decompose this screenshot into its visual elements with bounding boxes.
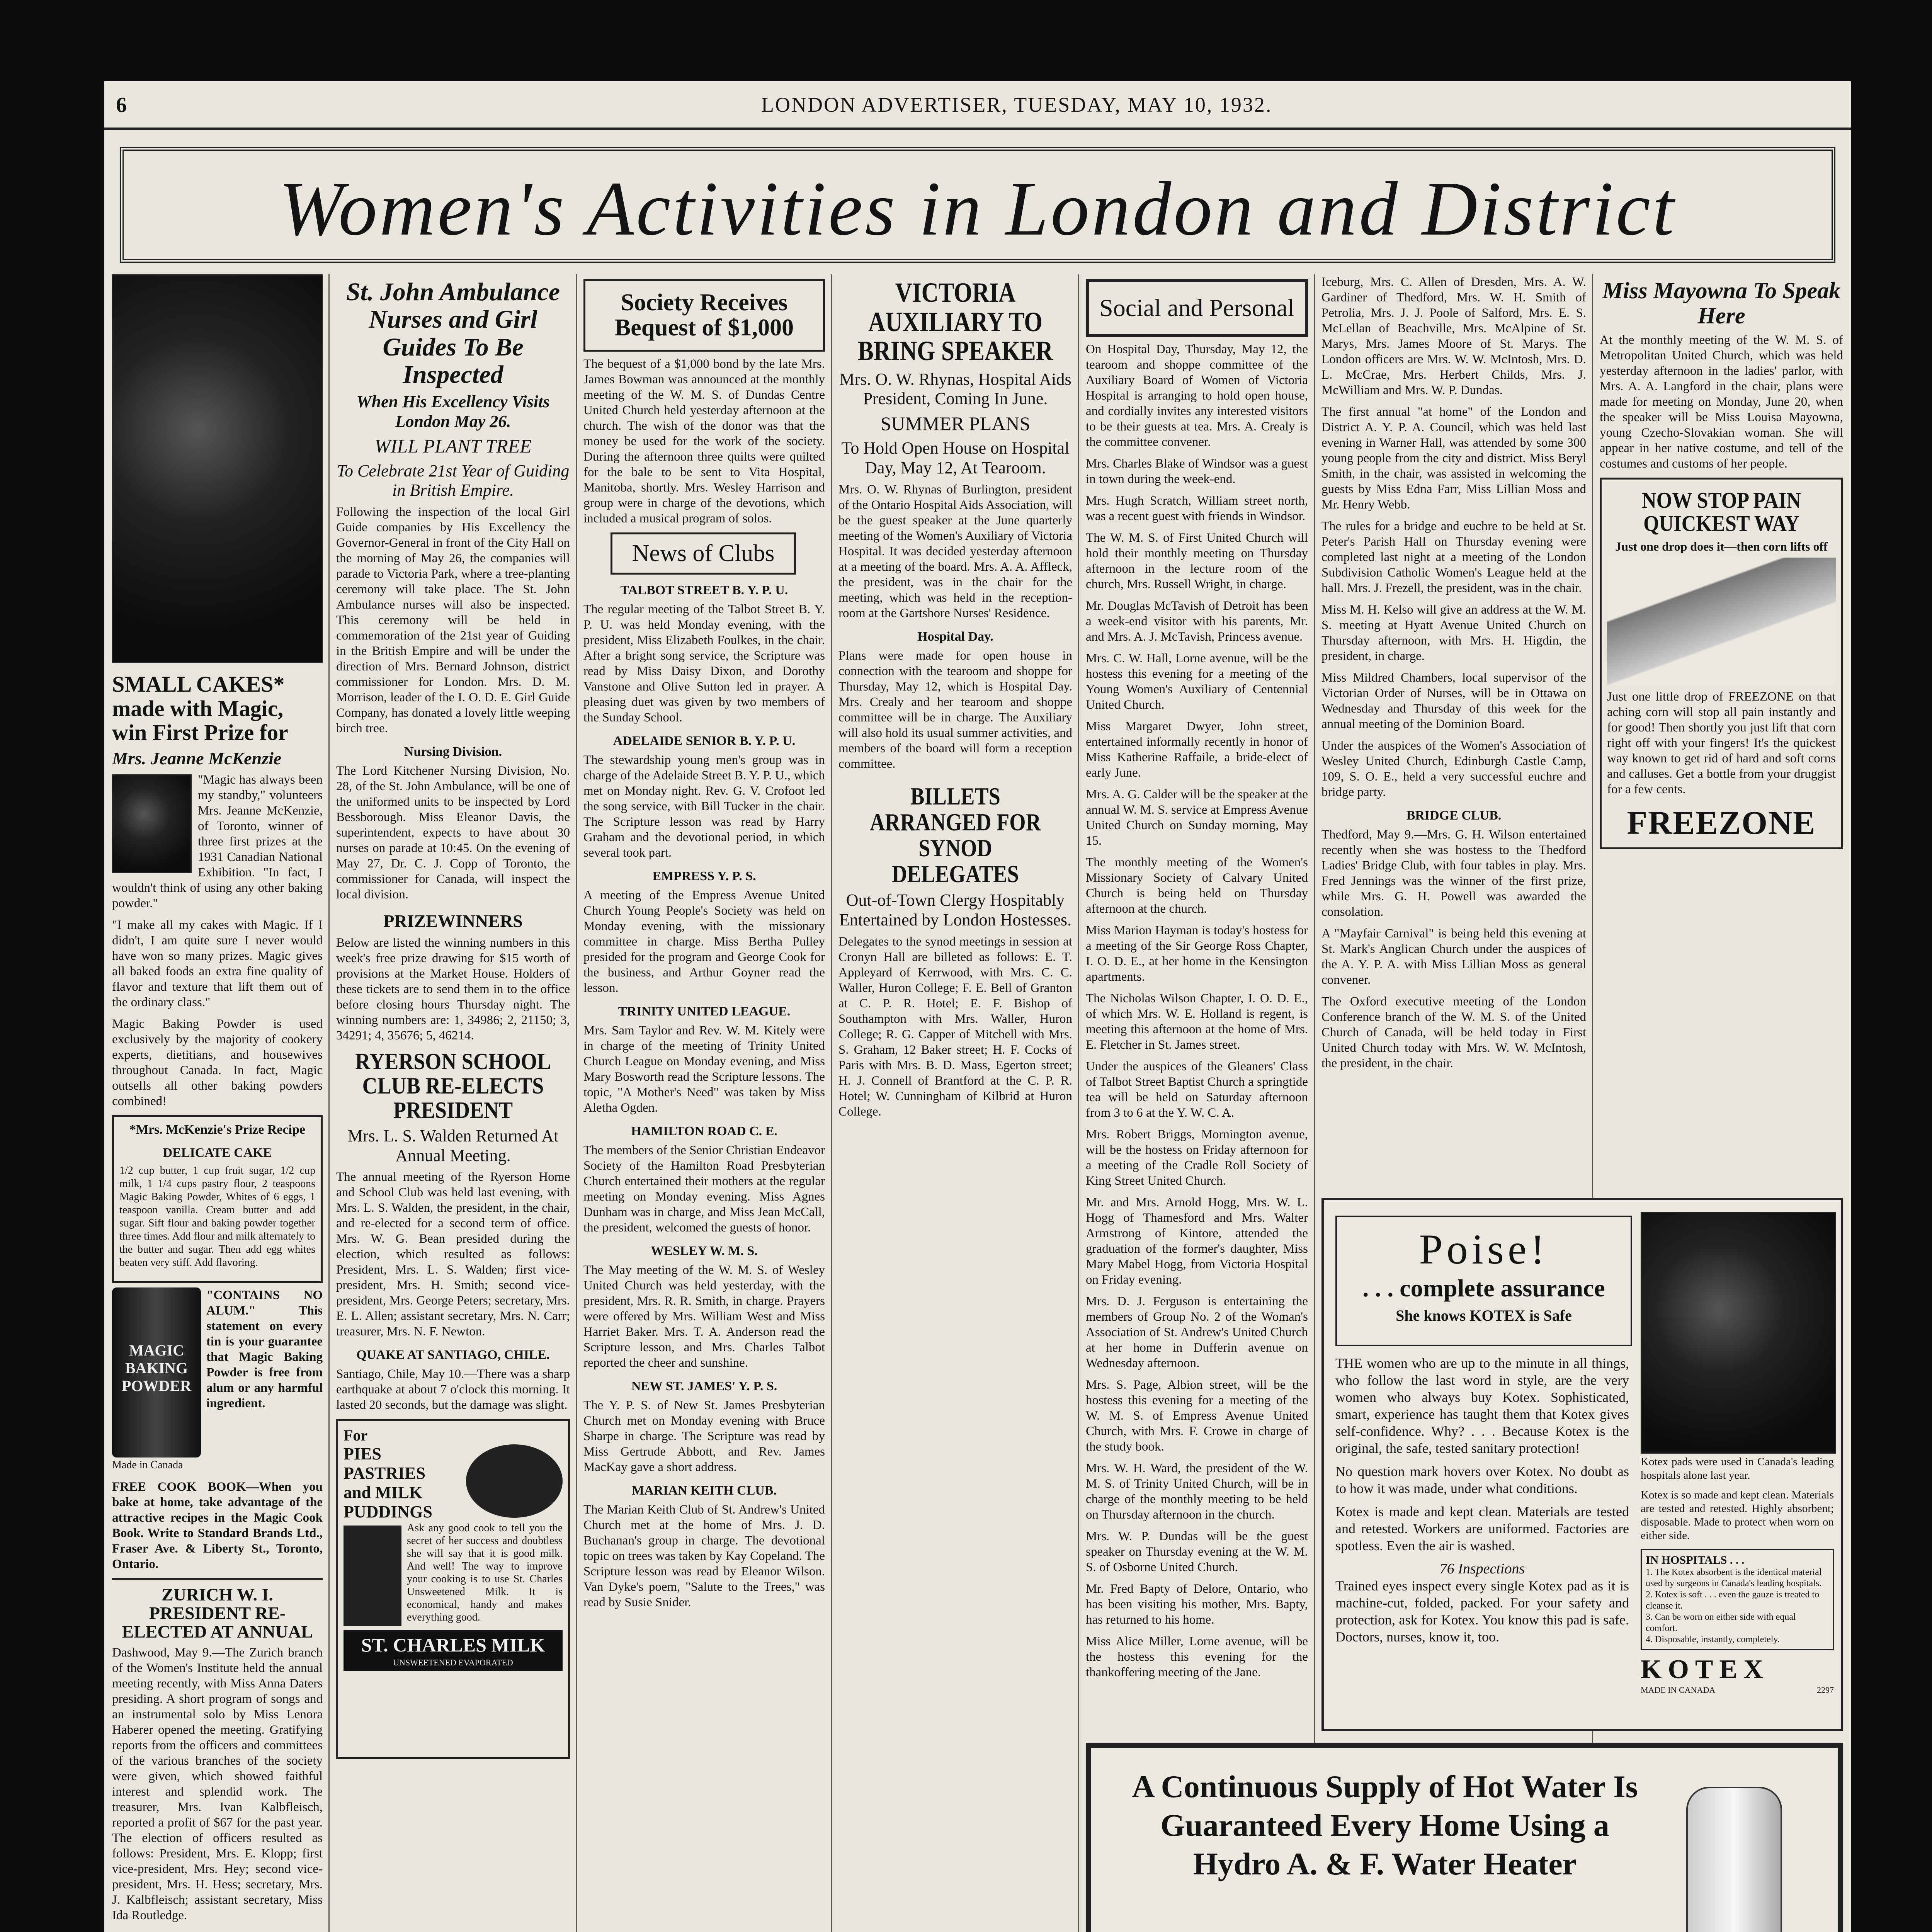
- stjames-heading: NEW ST. JAMES' Y. P. S.: [631, 1379, 777, 1394]
- social-box: [1086, 279, 1308, 337]
- hospitals-heading: IN HOSPITALS . . .: [1646, 1554, 1745, 1566]
- cakes-quote-2: "I make all my cakes with Magic. If I didn't, I am quite sure I never would have won so many prizes. Magic gives all baked foods an extra fine quality of flavor and texture that lift them out of the ordinary class.": [112, 918, 323, 1009]
- column-rule: [1314, 274, 1315, 1932]
- col6-p4: Miss M. H. Kelso will give an address at the W. M. S. meeting at Hyatt Avenue United Church on Thursday afternoon, with Mrs. H. Higdin, the president, in charge.: [1321, 603, 1586, 663]
- page-number: 6: [116, 93, 127, 117]
- ryerson-headline: RYERSON SCHOOL CLUB RE-ELECTS PRESIDENT: [355, 1048, 551, 1123]
- social-p8: Mrs. A. G. Calder will be the speaker at the annual W. M. S. service at Empress Avenue United Church on Sunday morning, May 15.: [1086, 787, 1308, 848]
- woman-portrait: [1641, 1212, 1836, 1454]
- cook-book-offer: FREE COOK BOOK—When you bake at home, take advantage of the attractive recipes in the Magic Cook Book. Write to Standard Brands Ltd., Fraser Ave. & Liberty St., Toronto, Ontario.: [112, 1480, 323, 1571]
- social-p20: Miss Alice Miller, Lorne avenue, will be the hostess this evening for the thankoffering meeting of the Jane.: [1086, 1634, 1308, 1679]
- marian-body: The Marian Keith Club of St. Andrew's United Church met at the home of Mrs. J. D. Buchanan's group in charge. The devotional topic on trees was taken by Kay Copeland. The Scripture lesson was read by Eleanor Wilson. Van Dyke's poem, "Salute to the Trees," was read by Susie Snider.: [583, 1503, 825, 1610]
- recipe-title: *Mrs. McKenzie's Prize Recipe: [129, 1122, 305, 1137]
- trinity-heading: TRINITY UNITED LEAGUE.: [618, 1004, 791, 1019]
- kotex-body-2: No question mark hovers over Kotex. No doubt as to how it was made, under what conditions.: [1335, 1464, 1629, 1496]
- column-rule: [1078, 274, 1079, 1932]
- talbot-heading: TALBOT STREET B. Y. P. U.: [620, 583, 788, 598]
- social-p9: The monthly meeting of the Women's Missionary Society of Calvary United Church is being held on Thursday afternoon at the church.: [1086, 855, 1308, 916]
- social-headline: Social and Personal: [1099, 294, 1294, 321]
- kotex-body: THE women who are up to the minute in all things, who follow the last word in style, are the very women who always buy Kotex. Sophisticated, smart, experience has taught them that Kotex gives self-confidence. Why? . . . Because Kotex is the original, the safe, tested sanitary protection!: [1335, 1355, 1629, 1456]
- news-of-clubs-box: [611, 532, 796, 575]
- pie-image: [466, 1444, 563, 1518]
- recipe-text: 1/2 cup butter, 1 cup fruit sugar, 1/2 cup milk, 1 1/4 cups pastry flour, 2 teaspoons Magic Baking Powder, Whites of 6 eggs, 1 teaspoon vanilla. Cream butter and add sugar. Sift flour and baking powder together three times. Add flour and milk alternately to the butter and sugar. Then add egg whites beaten very stiff. Add flavoring.: [119, 1164, 315, 1269]
- society-headline: Society Receives Bequest of $1,000: [614, 289, 794, 341]
- bridge-heading: BRIDGE CLUB.: [1406, 808, 1502, 823]
- victoria-subhead-2: SUMMER PLANS: [880, 412, 1031, 434]
- society-body: The bequest of a $1,000 bond by the late Mrs. James Bowman was announced at the monthly meeting of the W. M. S. of Dundas Centre United Church held yesterday afternoon at the church. The wish of the donor was that the money be used for the work of the society. During the afternoon three quilts were quilted for the bale to be sent to Vita Hospital, Manitoba, shortly. Mrs. Wesley Harrison and group were in charge of the devotions, which included a musical program of solos.: [583, 357, 825, 526]
- cakes-name: Mrs. Jeanne McKenzie: [112, 748, 282, 768]
- billets-body: Delegates to the synod meetings in session at Cronyn Hall are billeted as follows: E. T. Appleyard of Kerrwood, with Mrs. C. C. Waller, Huron College; F. E. Bell of Granton at C. P. R. Hotel; E. F. Bishop of Southampton with Mrs. Waller, Huron College; R. G. Capper of Mitchell with Mrs. S. Graham, 12 Baker street; H. F. Cocks of Paris with Mrs. B. D. Mass, Egerton street; H. J. Connell of Brantford at the C. P. R. Hotel; W. Cunningham of Kilbrid at Huron College.: [838, 934, 1072, 1119]
- freezone-ad: [1600, 478, 1843, 850]
- column-rule: [328, 274, 330, 1932]
- ryerson-body: The annual meeting of the Ryerson Home and School Club was held last evening, with Mrs. L. S. Walden, the president, in the chair, and re-elected for a second term of office. Mrs. W. G. Bean presided during the election, which resulted as follows: President, Mrs. L. S. Walden; first vice-president, Mrs. H. Smith; second vice-president, Mrs. George Peters; secretary, Mrs. E. L. Allen; assistant secretary, Mrs. N. Carr; treasurer, Mrs. N. F. Newton.: [336, 1170, 570, 1339]
- milk-brand: ST. CHARLES MILK: [344, 1630, 563, 1658]
- hospitals-box: [1641, 1549, 1834, 1650]
- prizewinners-heading: PRIZEWINNERS: [383, 911, 523, 931]
- hospital-point: 3. Can be worn on either side with equal comfort.: [1646, 1612, 1796, 1633]
- social-p16: Mrs. S. Page, Albion street, will be the hostess this evening for a meeting of the W. M. S. of Empress Avenue United Church, with Mrs. F. Crowe in charge of the study book.: [1086, 1378, 1308, 1454]
- zurich-headline: ZURICH W. I. PRESIDENT RE-ELECTED AT ANNUAL: [122, 1584, 313, 1642]
- dateline: LONDON ADVERTISER, TUESDAY, MAY 10, 1932.: [761, 93, 1272, 116]
- stjohn-subhead-3: To Celebrate 21st Year of Guiding in British Empire.: [337, 461, 570, 500]
- stjohn-subhead-2: WILL PLANT TREE: [374, 435, 532, 457]
- newspaper-page: [104, 81, 1851, 1932]
- social-p13: Mrs. Robert Briggs, Mornington avenue, will be the hostess on Friday afternoon for a meeting of the Cradle Roll Society of King Street United Church.: [1086, 1128, 1308, 1188]
- talbot-body: The regular meeting of the Talbot Street B. Y. P. U. was held Monday evening, with the president, Miss Elizabeth Foulkes, in the chair. After a bright song service, the Scripture was read by Miss Daisy Dixon, and Dorothy Vanstone and Olive Sutton led in prayer. A pleasing duet was given by two members of the Sunday School.: [583, 602, 825, 725]
- kotex-caption: Kotex pads were used in Canada's leading hospitals alone last year.: [1641, 1456, 1834, 1481]
- marian-heading: MARIAN KEITH CLUB.: [632, 1483, 777, 1498]
- col6-p1: Iceburg, Mrs. C. Allen of Dresden, Mrs. A. W. Gardiner of Thedford, Mrs. W. H. Smith of Petrolia, Mrs. J. J. Poole of Salford, Mrs. E. S. McLellan of Beachville, Mrs. McAlpine of St. Marys, Mrs. James Moore of St. Marys. The London officers are Mrs. W. W. McIntosh, Mrs. D. L. McCrae, Mrs. Herbert Childs, Mrs. J. McWilliam and Mrs. W. P. Dundas.: [1321, 275, 1586, 397]
- stjohn-headline: St. John Ambulance Nurses and Girl Guides To Be Inspected: [346, 278, 560, 389]
- kotex-body-3: Kotex is made and kept clean. Materials are tested and retested. Workers are uniformed. Factories are spotless. Even the air is washed.: [1335, 1504, 1629, 1553]
- col6-p6: Under the auspices of the Women's Association of Wesley United Church, Edinburgh Castle Camp, 109, S. O. E., held a very successful euchre and bridge party.: [1321, 739, 1586, 799]
- social-p12: Under the auspices of the Gleaners' Class of Talbot Street Baptist Church a springtide tea will be held on Saturday afternoon from 3 to 6 at the Y. W. C. A.: [1086, 1060, 1308, 1120]
- pain-body: Just one little drop of FREEZONE on that aching corn will stop all pain instantly and for good! Then shortly you just lift that corn right off with your fingers! It's the quickest way known to get rid of hard and soft corns and calluses. Get a bottle from your druggist for a few cents.: [1607, 690, 1836, 797]
- kotex-body-4: Trained eyes inspect every single Kotex pad as it is machine-cut, folded, packed. For your safety and protection, ask for Kotex. You know this pad is safe. Doctors, nurses, know it, too.: [1335, 1578, 1629, 1645]
- water-heater-image: [1663, 1771, 1810, 1932]
- hospital-point: 4. Disposable, instantly, completely.: [1646, 1634, 1780, 1645]
- kotex-subhead-2: She knows KOTEX is Safe: [1396, 1307, 1572, 1324]
- social-p5: Mr. Douglas McTavish of Detroit has been a week-end visitor with his parents, Mr. and Mrs. A. J. McTavish, Princess avenue.: [1086, 599, 1308, 644]
- kotex-subhead: . . . complete assurance: [1362, 1274, 1605, 1302]
- kotex-headline-box: [1335, 1216, 1632, 1346]
- social-p15: Mrs. D. J. Ferguson is entertaining the members of Group No. 2 of the Woman's Association of St. Andrew's United Church at her home in Dufferin avenue on Wednesday afternoon.: [1086, 1294, 1308, 1370]
- victoria-subhead: Mrs. O. W. Rhynas, Hospital Aids President, Coming In June.: [839, 369, 1071, 408]
- nursing-heading: Nursing Division.: [404, 744, 502, 759]
- made-in-canada: Made in Canada: [112, 1459, 183, 1471]
- milk-tin-image: [344, 1526, 401, 1626]
- kotex-sidebar: [1641, 1455, 1834, 1695]
- recipe-name: DELICATE CAKE: [163, 1145, 272, 1160]
- col6-p7: Thedford, May 9.—Mrs. G. H. Wilson entertained recently when she was hostess to the Thedford Ladies' Bridge Club, with four tables in play. Mrs. Fred Jennings was the winner of the first prize, while Mrs. G. H. Powell was awarded the consolation.: [1321, 828, 1586, 919]
- news-of-clubs-headline: News of Clubs: [632, 540, 775, 567]
- kotex-side: Kotex is so made and kept clean. Materials are tested and retested. Highly absorbent; disposable. Made to protect when worn on either side.: [1641, 1489, 1834, 1542]
- social-p4: The W. M. S. of First United Church will hold their monthly meeting on Thursday afternoon in the lecture room of the church, Mrs. Russell Wright, in charge.: [1086, 531, 1308, 591]
- hamilton-body: The members of the Senior Christian Endeavor Society of the Hamilton Road Presbyterian Church entertained their mothers at the regular meeting on Monday evening. Miss Agnes Dunham was in charge, and Miss Jean McCall, the president, welcomed the guests of honor.: [583, 1143, 825, 1235]
- milk-body: Ask any good cook to tell you the secret of her success and doubtless she will say that it is good milk. And well! The way to improve your cooking is to use St. Charles Unsweetened Milk. It is economical, handy and makes everything good.: [407, 1522, 563, 1624]
- social-p6: Mrs. C. W. Hall, Lorne avenue, will be the hostess this evening for a meeting of the Young Women's Auxiliary of Centennial United Church.: [1086, 651, 1308, 712]
- pain-headline: NOW STOP PAIN QUICKEST WAY: [1642, 487, 1801, 536]
- mayowna-body: At the monthly meeting of the W. M. S. of Metropolitan United Church, which was held yesterday afternoon in the ladies' parlor, with Mrs. A. A. Langford in the chair, plans were made for meeting on Monday, June 20, when the speaker will be Miss Louisa Mayowna, young Czecho-Slovakian woman. She will appear in her native costume, and tell of the costumes and customs of her people.: [1600, 333, 1843, 471]
- column-rule: [831, 274, 832, 1932]
- foot-illustration: [1607, 558, 1836, 685]
- col6-p2: The first annual "at home" of the London and District A. Y. P. A. Council, which was held last evening in Warner Hall, was attended by some 300 young people from the city and district. Miss Beryl Smith, in the chair, was assisted in welcoming the guests by Miss Edna Farr, Miss Lillian Moss and Mr. Henry Webb.: [1321, 405, 1586, 512]
- col6-p8: A "Mayfair Carnival" is being held this evening at St. Mark's Anglican Church under the auspices of the A. Y. P. A. with Miss Lillian Moss as general convener.: [1321, 927, 1586, 987]
- ryerson-subhead: Mrs. L. S. Walden Returned At Annual Meeting.: [347, 1126, 559, 1165]
- cakes-body: Magic Baking Powder is used exclusively by the majority of cookery experts, dietitians, and housewives throughout Canada. In fact, Magic outsells all other baking powders combined!: [112, 1017, 323, 1108]
- kotex-copy: [1335, 1355, 1629, 1651]
- pain-subhead: Just one drop does it—then corn lifts off: [1615, 539, 1828, 554]
- quake-heading: QUAKE AT SANTIAGO, CHILE.: [356, 1348, 550, 1362]
- col6-p9: The Oxford executive meeting of the London Conference branch of the W. M. S. of the United Church of Canada, will be held today in First United Church today with Mrs. W. W. McIntosh, the president, in the chair.: [1321, 995, 1586, 1070]
- adelaide-body: The stewardship young men's group was in charge of the Adelaide Street B. Y. P. U., which met on Monday night. Rev. G. V. Crofoot led the song service, with Bill Tucker in the chair. The Scripture lesson was read by Harry Graham and the devotional period, in which several took part.: [583, 753, 825, 860]
- social-p1: On Hospital Day, Thursday, May 12, the tearoom and shoppe committee of the Auxiliary Board of Women of Victoria Hospital is arranging to hold open house, and cordially invites any interested visitors to be their guests at tea. Mrs. A. Crealy is the committee convener.: [1086, 342, 1308, 449]
- stjohn-subhead: When His Excellency Visits London May 26.: [356, 392, 550, 431]
- hamilton-heading: HAMILTON ROAD C. E.: [631, 1124, 777, 1139]
- kotex-made: MADE IN CANADA: [1641, 1685, 1716, 1695]
- victoria-subhead-3: To Hold Open House on Hospital Day, May 12, At Tearoom.: [841, 439, 1070, 478]
- kotex-headline: Poise!: [1419, 1226, 1549, 1273]
- kotex-code: 2297: [1817, 1685, 1834, 1695]
- col6-p3: The rules for a bridge and euchre to be held at St. Peter's Parish Hall on Thursday evening were completed last night at a meeting of the London Subdivision Catholic Women's League held at the hall. Mrs. J. Frezell, the president, was in the chair.: [1321, 519, 1586, 595]
- column-4: [838, 274, 1072, 1932]
- social-p10: Miss Marion Hayman is today's hostess for a meeting of the Sir George Ross Chapter, I. O. D. E., at her home in the Kensington apartments.: [1086, 923, 1308, 984]
- social-p19: Mr. Fred Bapty of Delore, Ontario, who has been visiting his mother, Mrs. Bapty, has returned to his home.: [1086, 1582, 1308, 1627]
- hospital-point: 2. Kotex is soft . . . even the gauze is treated to cleanse it.: [1646, 1590, 1820, 1611]
- hospital-body: Plans were made for open house in connection with the tearoom and shoppe for Thursday, May 12, which is Hospital Day. Mrs. Crealy and her tearoom and shoppe committee will be in charge. The Auxiliary will also hold its usual summer activities, and members of the board will form a reception committee.: [838, 648, 1072, 771]
- page-header: [104, 81, 1851, 130]
- col6-p5: Miss Mildred Chambers, local supervisor of the Victorian Order of Nurses, will be in Ottawa on Wednesday and Thursday of this week for the annual meeting of the Dominion Board.: [1321, 671, 1586, 731]
- hydro-headline: A Continuous Supply of Hot Water Is Guaranteed Every Home Using a Hydro A. & F. Water Heater: [1132, 1769, 1638, 1881]
- kotex-inspections-heading: 76 Inspections: [1439, 1561, 1525, 1577]
- milk-for: For: [344, 1427, 368, 1444]
- recipe-box: [112, 1115, 323, 1283]
- victoria-body: Mrs. O. W. Rhynas of Burlington, president of the Ontario Hospital Aids Association, will be the guest speaker at the June quarterly meeting of the Women's Auxiliary of Victoria Hospital. It was decided yesterday afternoon at a meeting of the board. Mrs. A. A. Affleck, the president, was in the chair for the meeting, which was held in the reception-room at the Gartshore Nurses' Residence.: [838, 482, 1072, 620]
- zurich-body: Dashwood, May 9.—The Zurich branch of the Women's Institute held the annual meeting recently, with Miss Anna Daters presiding. A short program of songs and an instrumental solo by Miss Lenora Haberer opened the meeting. Gratifying reports from the officers and committees of the various branches of the society were given, which showed faithful interest and splendid work. The treasurer, Mrs. Ivan Kalbfleisch, reported a profit of $67 for the past year. The election of officers resulted as follows: President, Mrs. E. Klopp; first vice-president, Mrs. Hey; second vice-president, Mrs. H. Hess; secretary, Mrs. J. Kalbfleisch; assistant secretary, Miss Ida Routledge.: [112, 1646, 323, 1923]
- magic-tin-image: MAGIC BAKING POWDER: [112, 1287, 201, 1458]
- wesley-heading: WESLEY W. M. S.: [651, 1244, 758, 1259]
- hospital-point: 1. The Kotex absorbent is the identical material used by surgeons in Canada's leading hospitals.: [1646, 1567, 1822, 1588]
- social-p7: Miss Margaret Dwyer, John street, entertained informally recently in honor of Miss Katherine Raffaile, a bride-elect of early June.: [1086, 719, 1308, 780]
- stjohn-body: Following the inspection of the local Girl Guide companies by His Excellency the Governor-General in front of the City Hall on the morning of May 26, the companies will parade to Victoria Park, where a tree-planting ceremony will take place. The St. John Ambulance nurses will also be inspected. This ceremony will be held in commemoration of the 21st year of Guiding in the British Empire and will be under the direction of Mrs. Bernard Johnson, district commissioner for London. Mrs. D. M. Morrison, leader of the I. O. D. E. Girl Guide Company, has donated a lovely little weeping birch tree.: [336, 505, 570, 735]
- cakes-photo: [112, 274, 323, 663]
- social-p17: Mrs. W. H. Ward, the president of the W. M. S. of Trinity United Church, will be in charge of the monthly meeting to be held on Thursday afternoon in the church.: [1086, 1461, 1308, 1522]
- milk-items: PIES PASTRIES and MILK PUDDINGS: [344, 1444, 432, 1522]
- empress-body: A meeting of the Empress Avenue United Church Young People's Society was held on Monday evening, with the missionary committee in charge. Miss Bertha Pulley presided for the program and George Cook for the business, and Arthur Goyner read the lesson.: [583, 888, 825, 995]
- kotex-brand: KOTEX: [1641, 1655, 1769, 1684]
- social-p11: The Nicholas Wilson Chapter, I. O. D. E., of which Mrs. W. E. Holland is regent, is meeting this afternoon at the home of Mrs. E. Fletcher in St. James street.: [1086, 992, 1308, 1052]
- section-banner: [120, 147, 1835, 263]
- column-3: [583, 274, 825, 1932]
- social-p2: Mrs. Charles Blake of Windsor was a guest in town during the week-end.: [1086, 457, 1308, 486]
- society-box: [583, 279, 825, 352]
- kotex-ad: [1321, 1198, 1843, 1731]
- victoria-headline: VICTORIA AUXILIARY TO BRING SPEAKER: [857, 277, 1053, 367]
- alum-note: "CONTAINS NO ALUM." This statement on every tin is your guarantee that Magic Baking Powder is free from alum or any harmful ingredient.: [206, 1288, 323, 1410]
- column-rule: [576, 274, 577, 1932]
- column-7: [1600, 274, 1843, 877]
- adelaide-heading: ADELAIDE SENIOR B. Y. P. U.: [613, 734, 796, 748]
- wesley-body: The May meeting of the W. M. S. of Wesley United Church was held yesterday, with the president, Mrs. R. R. Smith, in charge. Prayers were offered by Mrs. William West and Miss Harriet Baker. Mrs. T. A. Anderson read the Scripture lesson, and Mrs. Charles Talbot reported the cheer and sunshine.: [583, 1263, 825, 1370]
- nursing-body: The Lord Kitchener Nursing Division, No. 28, of the St. John Ambulance, will be one of the uniformed units to be inspected by Lord Bessborough. Miss Eleanor Davis, the superintendent, expects to have about 30 nurses on parade at 10:45. On the evening of May 27, Dr. C. J. Copp of Toronto, the commissioner for Canada, will inspect the local division.: [336, 764, 570, 901]
- freezone-brand: FREEZONE: [1627, 804, 1816, 842]
- billets-subhead: Out-of-Town Clergy Hospitably Entertained by London Hostesses.: [839, 891, 1072, 929]
- column-2: [336, 274, 570, 1932]
- cakes-headline: SMALL CAKES* made with Magic, win First Prize for: [112, 672, 288, 745]
- social-p18: Mrs. W. P. Dundas will be the guest speaker on Thursday evening at the W. M. S. of Osborne United Church.: [1086, 1529, 1308, 1574]
- column-1: [112, 274, 323, 1932]
- trinity-body: Mrs. Sam Taylor and Rev. W. M. Kitely were in charge of the meeting of Trinity United Church League on Monday evening, and Miss Mary Bosworth read the Scripture lessons. The topic, "A Mother's Need" was taken by Miss Aletha Ogden.: [583, 1024, 825, 1115]
- column-5: [1086, 274, 1308, 1932]
- stjames-body: The Y. P. S. of New St. James Presbyterian Church met on Monday evening with Bruce Sharpe in charge. The Scripture was read by Miss Gertrude Abbott, and Rev. James MacKay gave a short address.: [583, 1398, 825, 1475]
- billets-headline: BILLETS ARRANGED FOR SYNOD DELEGATES: [870, 782, 1041, 888]
- social-p3: Mrs. Hugh Scratch, William street north, was a recent guest with friends in Windsor.: [1086, 494, 1308, 523]
- social-p14: Mr. and Mrs. Arnold Hogg, Mrs. W. L. Hogg of Thamesford and Mrs. Walter Armstrong of Kintore, attended the graduation of the former's daughter, Miss Mary Mabel Hogg, from Victoria Hospital on Friday evening.: [1086, 1196, 1308, 1287]
- hospital-heading: Hospital Day.: [917, 629, 993, 644]
- quake-body: Santiago, Chile, May 10.—There was a sharp earthquake at about 7 o'clock this morning. It lasted 20 seconds, but the damage was slight.: [336, 1367, 570, 1412]
- cakes-quote: "Magic has always been my standby," volunteers Mrs. Jeanne McKenzie, of Toronto, winner of three first prizes at the 1931 Canadian National Exhibition. "In fact, I wouldn't think of using any other baking powder.": [112, 772, 323, 910]
- section-title: Women's Activities in London and District: [279, 166, 1677, 252]
- empress-heading: EMPRESS Y. P. S.: [652, 869, 756, 884]
- prizewinners-body: Below are listed the winning numbers in this week's free prize drawing for $15 worth of provisions at the Market House. Holders of these tickets are to send them in to the office before closing hours Thursday night. The winning numbers are: 1, 34986; 2, 21150; 3, 34291; 4, 35676; 5, 46214.: [336, 935, 570, 1043]
- portrait-photo: [112, 774, 192, 873]
- mayowna-headline: Miss Mayowna To Speak Here: [1602, 278, 1841, 328]
- st-charles-milk-ad: [336, 1419, 570, 1759]
- milk-note: UNSWEETENED EVAPORATED: [344, 1658, 563, 1671]
- hydro-shop-ad: [1086, 1743, 1843, 1932]
